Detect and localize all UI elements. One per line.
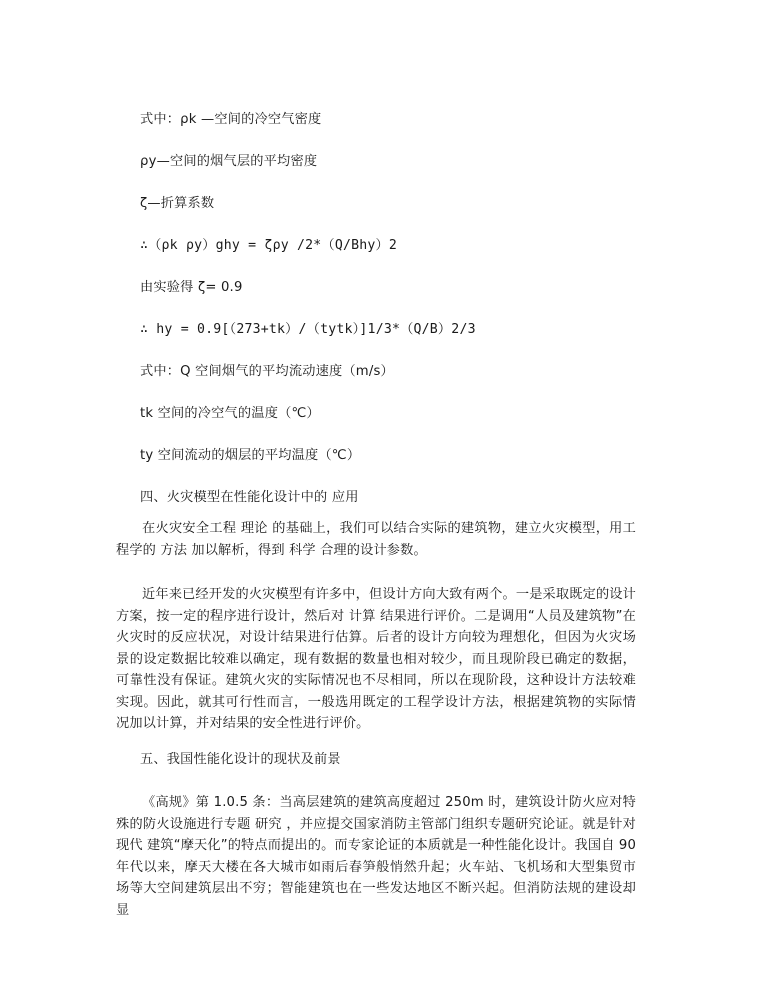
formula-equation-1: ∴（ρk ρy）ghy = ζρy /2*（Q/Bhy）2 — [140, 238, 398, 253]
paragraph-fire-model-directions: 近年来已经开发的火灾模型有许多中，但设计方向大致有两个。一是采取既定的设计方案，按一定的程序进行设计，然后对 计算 结果进行评价。二是调用“人员及建筑物”在火灾时的反应状况，对设计结果进行估算。后者的设计方向较为理想化，但因为火灾场景的设定数据比较难以确定，现有数据的数量也相对较少，而且现阶段已确定的数据，可靠性没有保证。建筑火灾的实际情况也不尽相同，所以在现阶段，这种设计方法较难实现。因此，就其可行性而言，一般选用既定的工程学设计方法，根据建筑物的实际情况加以计算，并对结果的安全性进行评价。 — [116, 587, 636, 731]
formula-definition-zeta: ζ—折算系数 — [140, 196, 215, 211]
section-heading-five: 五、我国性能化设计的现状及前景 — [140, 752, 341, 767]
paragraph-fire-model-basis: 在火灾安全工程 理论 的基础上，我们可以结合实际的建筑物，建立火灾模型，用工程学的 方法 加以解析，得到 科学 合理的设计参数。 — [116, 521, 636, 558]
paragraph-gaogui-article: 《高规》第 1.0.5 条：当高层建筑的建筑高度超过 250m 时，建筑设计防火应对特殊的防火设施进行专题 研究 ，并应提交国家消防主管部门组织专题研究论证。就是针对 现代 建筑“摩天化”的特点而提出的。而专家论证的本质就是一种性能化设计。我国自 90 年代以来，摩天大楼在各大城市如雨后春笋般悄然升起；火车站、飞机场和大型集贸市场等大空间建筑层出不穷；智能建筑也在一些发达地区不断兴起。但消防法规的建设却显 — [116, 795, 636, 918]
formula-equation-2: ∴ hy = 0.9[（273+tk）/（tytk）]1/3*（Q/B）2/3 — [140, 322, 476, 337]
section-heading-four: 四、火灾模型在性能化设计中的 应用 — [140, 490, 359, 505]
formula-definition-rho-k: 式中：ρk —空间的冷空气密度 — [140, 112, 322, 127]
formula-definition-tk: tk 空间的冷空气的温度（℃） — [140, 406, 320, 421]
formula-definition-q: 式中：Q 空间烟气的平均流动速度（m/s） — [140, 364, 394, 379]
formula-definition-rho-y: ρy—空间的烟气层的平均密度 — [140, 154, 318, 169]
formula-definition-ty: ty 空间流动的烟层的平均温度（℃） — [140, 448, 361, 463]
formula-experiment-value: 由实验得 ζ= 0.9 — [140, 280, 243, 295]
